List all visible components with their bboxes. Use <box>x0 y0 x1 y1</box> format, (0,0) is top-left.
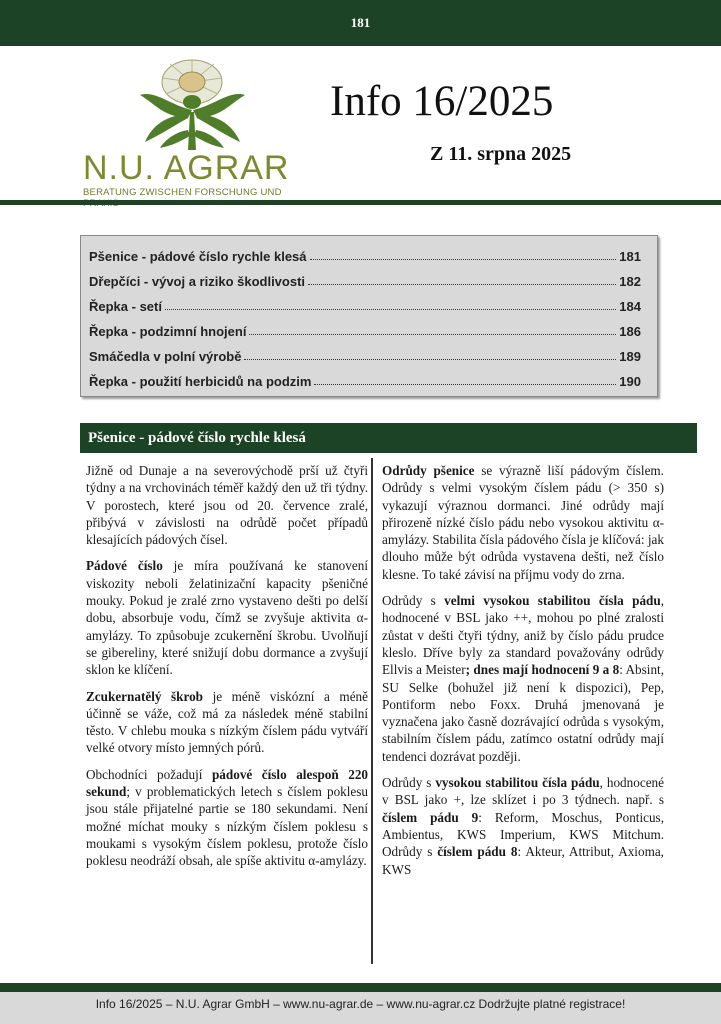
paragraph-text: se výrazně liší pádovým číslem. Odrůdy s velmi vysokým číslem pádu (> 350 s) vykazují výraznou dormanci. Jiné odrůdy mají přirozeně nízké číslo pádu nebo vysokou aktivitu α-amylázy. Stabilita čísla pádového čísla je klíčová: jak dlouho může být odrůda vystavena dešti, než číslo klesne. To také závisí na příjmu vody do zrna. <box>382 463 664 582</box>
paragraph <box>86 766 368 870</box>
paragraph-text: je míra používaná ke stanovení viskozity neboli želatinizační kapacity pšeničné mouky. Pokud je zralé zrno vystaveno dešti po delší dobu, absorbuje vodu, čímž se zvyšuje aktivita α-amylázy. To způsobuje zcukernění škrobu. Uvolňují se gibereliny, které snižují dobu dormance a zvyšují sklon ke klíčení. <box>86 558 368 678</box>
paragraph <box>382 462 664 583</box>
term-highlight: vysokou stabilitou čísla pádu <box>435 775 600 791</box>
logo-tagline: BERATUNG ZWISCHEN FORSCHUNG UND <box>83 187 282 198</box>
term-highlight: číslem pádu 8 <box>437 844 518 860</box>
term-highlight: velmi vysokou stabilitou čísla pádu <box>444 593 661 609</box>
toc-item-title: Řepka - použití herbicidů na podzim <box>89 374 312 389</box>
toc-item-title: Smáčedla v polní výrobě <box>89 349 242 364</box>
paragraph-text: Obchodníci požadují <box>86 766 212 782</box>
toc-item-page: 190 <box>619 374 641 389</box>
toc-item[interactable] <box>89 244 641 264</box>
toc-item-title: Pšenice - pádové číslo rychle klesá <box>89 249 307 264</box>
term-highlight: Odrůdy pšenice <box>382 463 475 478</box>
paragraph-text: : Absint, SU Selke (bohužel již není k dispozici), Pep, Pontiform nebo Foxx. Druhá jmenovaná je vyznačena jako časně dozrávající odrůda s vysokým, stabilním číslem pádu, zatímco ostatní odrůdy mají tendenci dozrávat později. <box>382 662 664 764</box>
paragraph <box>86 462 368 548</box>
toc-item[interactable] <box>89 344 641 364</box>
paragraph <box>382 774 664 878</box>
term-highlight: číslem pádu 9 <box>382 809 479 825</box>
toc-leader <box>165 309 616 310</box>
paragraph-text: , hodnocené v BSL jako +, lze sklízet i po 3 týdnech. např. s <box>382 775 664 808</box>
paragraph-text: : Reform, Moschus, Ponticus, Ambientus, KWS Imperium, KWS Mitchum. Odrůdy s <box>382 809 664 860</box>
toc-item-page: 186 <box>619 324 641 339</box>
toc-leader <box>308 284 616 285</box>
issue-date: Z 11. srpna 2025 <box>430 143 572 165</box>
toc-item[interactable] <box>89 269 641 289</box>
section-heading: Pšenice - pádové číslo rychle klesá <box>80 423 697 453</box>
toc-item-page: 181 <box>619 249 641 264</box>
paragraph <box>86 557 368 678</box>
toc-item-title: Řepka - podzimní hnojení <box>89 324 247 339</box>
footer-divider <box>0 983 721 992</box>
page-number-bar <box>0 0 721 46</box>
footer-text: Info 16/2025 – N.U. Agrar GmbH – www.nu-agrar.de – www.nu-agrar.cz Dodržujte platné registrace! <box>95 997 626 1011</box>
toc-item-page: 184 <box>619 299 641 314</box>
paragraph <box>382 592 664 765</box>
term-highlight: Zcukernatělý škrob <box>86 688 204 704</box>
toc-item[interactable] <box>89 369 641 389</box>
toc-item[interactable] <box>89 319 641 339</box>
paragraph-text: : Akteur, Attribut, Axioma, KWS <box>382 844 664 877</box>
toc-item[interactable] <box>89 294 641 314</box>
thistle-icon <box>130 50 255 150</box>
paragraph-text: Odrůdy s <box>382 593 445 609</box>
table-of-contents <box>80 235 658 397</box>
term-highlight: pádové číslo alespoň 220 sekund <box>86 766 369 800</box>
term-highlight: Pádové číslo <box>86 558 163 574</box>
toc-item-title: Dřepčíci - vývoj a riziko škodlivosti <box>89 274 306 289</box>
toc-item-page: 182 <box>619 274 641 289</box>
toc-leader <box>314 384 616 385</box>
paragraph-text: je méně viskózní a méně účinně se váže, což má za následek méně stabilní těsto. V chlebu mouka s nízkým číslem pádu vytváří velké otvory místo jemných pórů. <box>86 688 368 756</box>
toc-leader <box>249 334 616 335</box>
paragraph-text: , hodnocené v BSL jako ++, mohou po plné zralosti zůstat v dešti čtyři týdny, aniž by číslo pádu prudce kleslo. Dříve byly za standard považovány odrůdy Ellvis a Meister <box>382 593 664 678</box>
toc-leader <box>244 359 616 360</box>
article-column-left <box>86 462 368 879</box>
paragraph-text: ; v problematických letech s číslem poklesu jsou stále přijatelné partie se 180 sekundami. Není možné míchat mouky s nízkým číslem poklesu s moukami s vysokým číslem poklesu, protože číslo poklesu neodráží obsah, ale spíše aktivitu α-amylázy. <box>86 784 368 869</box>
page-number: 181 <box>350 15 371 30</box>
paragraph-text: Jižně od Dunaje a na severovýchodě prší už čtyři týdny a na vrchovinách téměř každý den už tři týdny. V porostech, které jsou od 20. července zralé, přibývá v závislosti na odrůdě počet případů klesajících pádových čísel. <box>86 463 368 548</box>
logo-name: N.U. AGRAR <box>83 149 290 187</box>
term-highlight: ; dnes mají hodnocení 9 a 8 <box>465 662 620 678</box>
page-footer <box>0 992 721 1024</box>
paragraph-text: Odrůdy s <box>382 775 436 791</box>
logo <box>75 50 315 198</box>
header-divider <box>0 200 721 205</box>
toc-item-title: Řepka - setí <box>89 299 162 314</box>
article-column-right <box>382 462 664 962</box>
column-divider <box>371 458 373 964</box>
paragraph <box>86 688 368 757</box>
toc-leader <box>310 259 617 260</box>
issue-title: Info 16/2025 <box>330 78 554 125</box>
toc-item-page: 189 <box>619 349 641 364</box>
